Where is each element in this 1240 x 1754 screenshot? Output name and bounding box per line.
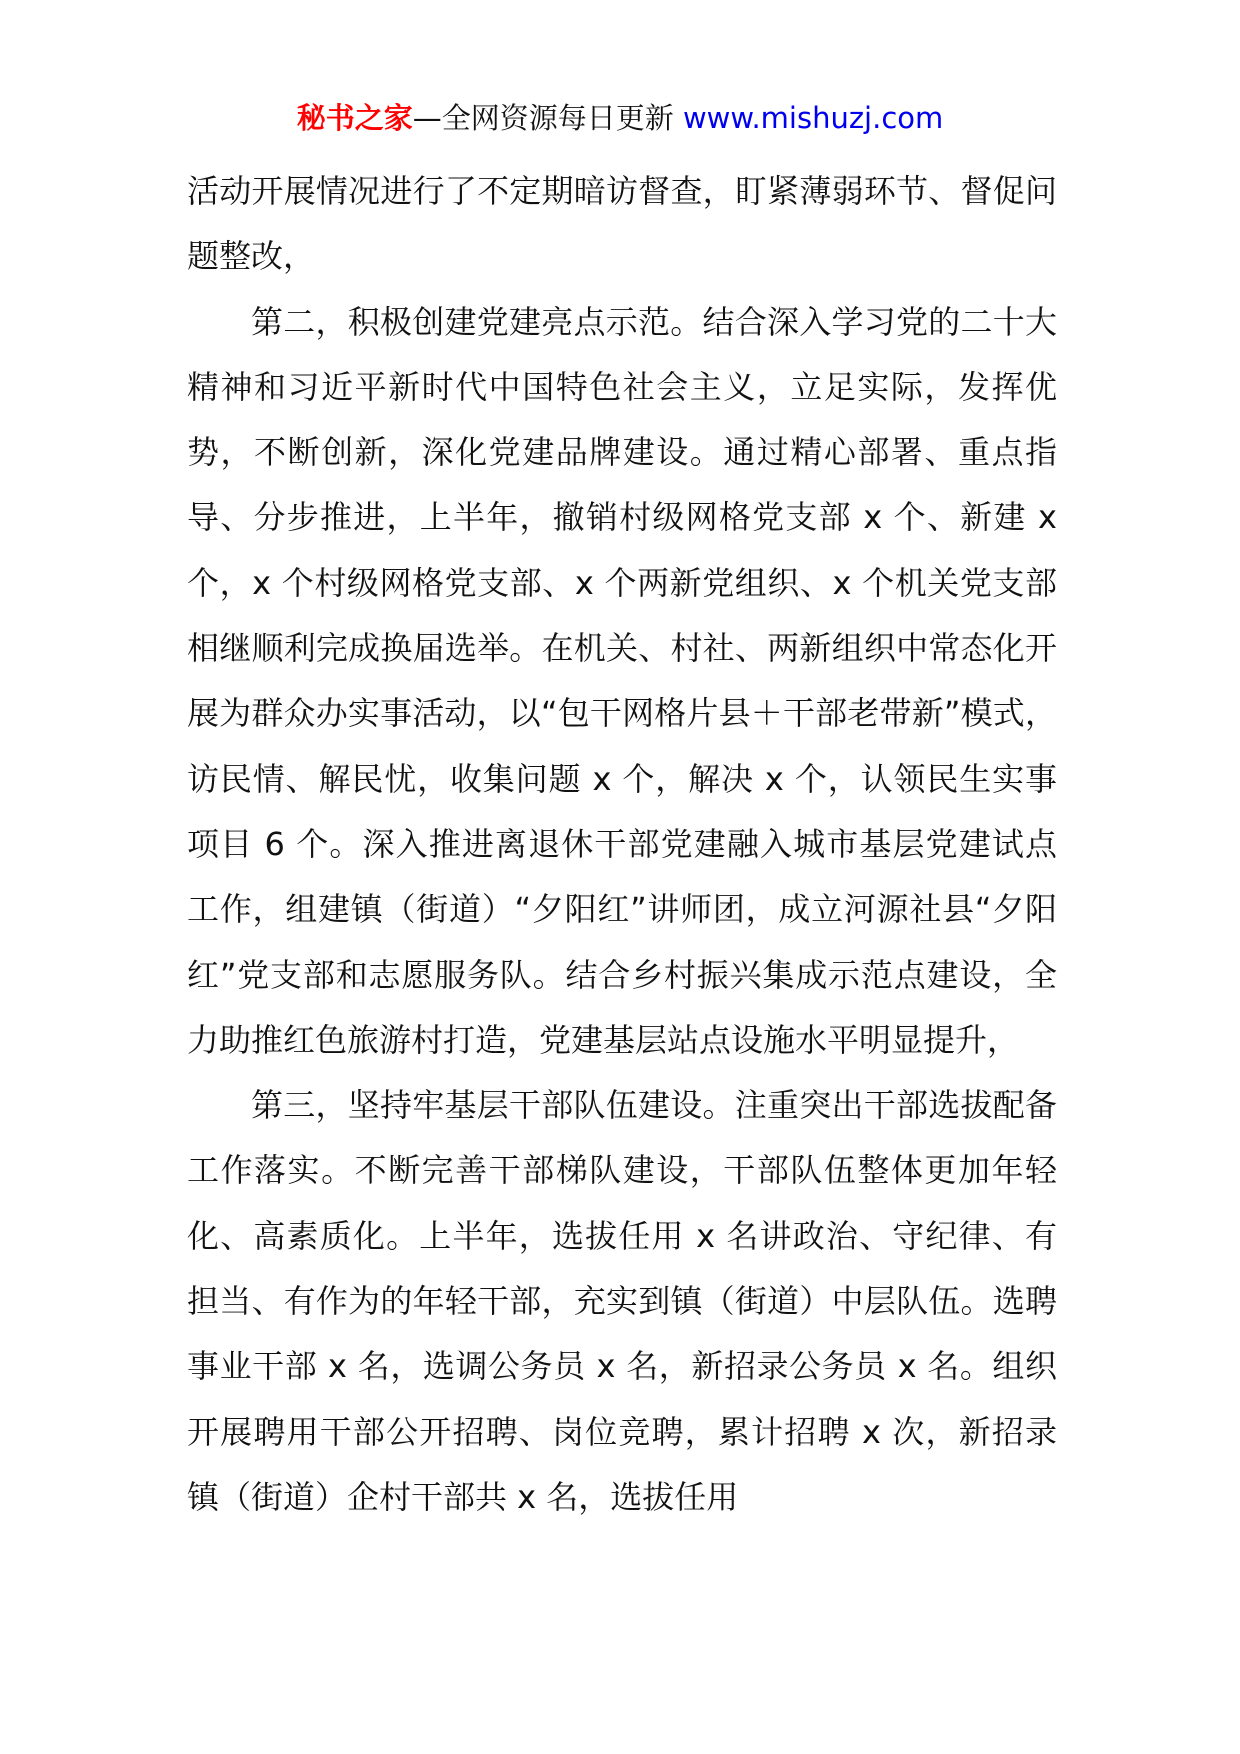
document-body <box>187 159 1057 1530</box>
paragraph-continuation: 活动开展情况进行了不定期暗访督查，盯紧薄弱环节、督促问题整改， <box>187 172 1057 276</box>
site-url-link[interactable]: www.mishuzj.com <box>682 101 944 135</box>
paragraph-second-point: 第二，积极创建党建亮点示范。结合深入学习党的二十大精神和习近平新时代中国特色社会主义，立足实际，发挥优势，不断创新，深化党建品牌建设。通过精心部署、重点指导、分步推进，上半年，撤销村级网格党支部 x 个、新建 x 个，x 个村级网格党支部、x 个两新党组织、x 个机关党支部相继顺利完成换届选举。在机关、村社、两新组织中常态化开展为群众办实事活动，以“包干网格片县＋干部老带新”模式，访民情、解民忧，收集问题 x 个，解决 x 个，认领民生实事项目 6 个。深入推进离退休干部党建融入城市基层党建试点工作，组建镇（街道）“夕阳红”讲师团，成立河源社县“夕阳红”党支部和志愿服务队。结合乡村振兴集成示范点建设，全力助推红色旅游村打造，党建基层站点设施水平明显提升， <box>187 302 1057 1059</box>
page-header <box>0 98 1240 138</box>
paragraph-third-point: 第三，坚持牢基层干部队伍建设。注重突出干部选拔配备工作落实。不断完善干部梯队建设，干部队伍整体更加年轻化、高素质化。上半年，选拔任用 x 名讲政治、守纪律、有担当、有作为的年轻干部，充实到镇（街道）中层队伍。选聘事业干部 x 名，选调公务员 x 名，新招录公务员 x 名。组织开展聘用干部公开招聘、岗位竞聘，累计招聘 x 次，新招录镇（街道）企村干部共 x 名，选拔任用 <box>187 1086 1057 1516</box>
site-tagline: —全网资源每日更新 <box>412 101 683 135</box>
site-brand: 秘书之家 <box>296 101 413 135</box>
